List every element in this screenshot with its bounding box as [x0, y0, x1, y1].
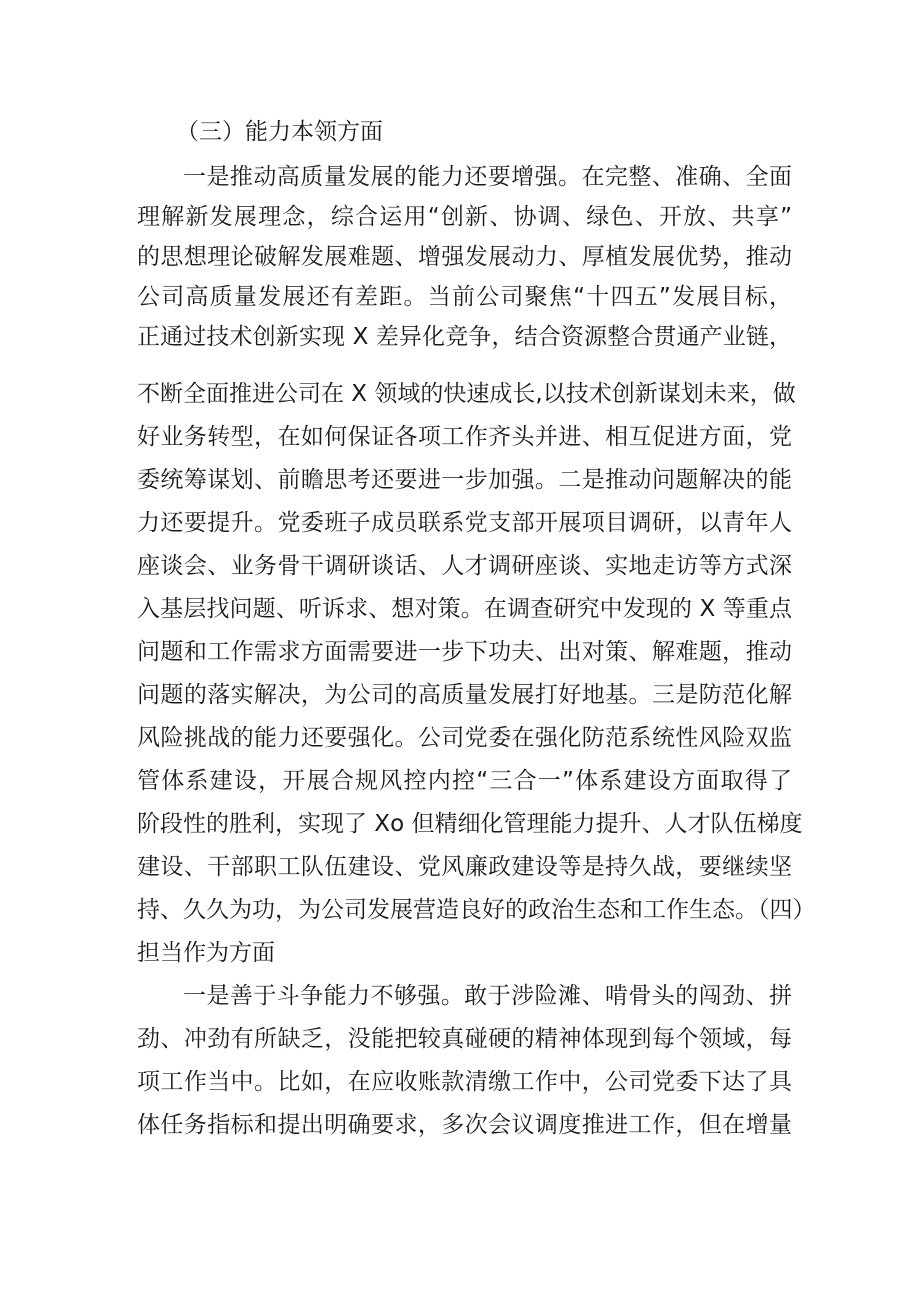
paragraph-line: 项工作当中。比如，在应收账款清缴工作中，公司党委下达了具: [137, 1069, 792, 1095]
paragraph-line: 一是善于斗争能力不够强。敢于涉险滩、啃骨头的闯劲、拼: [183, 983, 792, 1009]
paragraph-line: 的思想理论破解发展难题、增强发展动力、厚植发展优势，推动: [137, 244, 792, 270]
paragraph-line: 座谈会、业务骨干调研谈话、人才调研座谈、实地走访等方式深: [137, 553, 792, 579]
paragraph-line: 理解新发展理念，综合运用“创新、协调、绿色、开放、共享”: [137, 204, 792, 230]
section-heading-4: 担当作为方面: [137, 940, 275, 966]
paragraph-line: 一是推动高质量发展的能力还要增强。在完整、准确、全面: [183, 164, 792, 190]
paragraph-line: 不断全面推进公司在 X 领域的快速成长,以技术创新谋划未来，做: [137, 381, 796, 407]
paragraph-line: 体任务指标和提出明确要求，多次会议调度推进工作，但在增量: [137, 1112, 792, 1138]
section-heading-3: （三）能力本领方面: [176, 119, 383, 145]
paragraph-line: 风险挑战的能力还要强化。公司党委在强化防范系统性风险双监: [137, 725, 792, 751]
paragraph-line: 入基层找问题、听诉求、想对策。在调查研究中发现的 X 等重点: [137, 596, 792, 622]
paragraph-line: 阶段性的胜利，实现了 Xo 但精细化管理能力提升、人才队伍梯度: [137, 811, 803, 837]
paragraph-line: 力还要提升。党委班子成员联系党支部开展项目调研，以青年人: [137, 510, 792, 536]
paragraph-line: 好业务转型，在如何保证各项工作齐头并进、相互促进方面，党: [137, 424, 792, 450]
paragraph-line: 正通过技术创新实现 X 差异化竞争，结合资源整合贯通产业链，: [137, 324, 792, 350]
paragraph-line: 问题和工作需求方面需要进一步下功夫、出对策、解难题，推动: [137, 639, 792, 665]
paragraph-line: 问题的落实解决，为公司的高质量发展打好地基。三是防范化解: [137, 682, 792, 708]
paragraph-line: 持、久久为功，为公司发展营造良好的政治生态和工作生态。（四）: [137, 897, 816, 923]
paragraph-line: 管体系建设，开展合规风控内控“三合一”体系建设方面取得了: [137, 768, 792, 794]
paragraph-line: 委统筹谋划、前瞻思考还要进一步加强。二是推动问题解决的能: [137, 467, 792, 493]
paragraph-line: 建设、干部职工队伍建设、党风廉政建设等是持久战，要继续坚: [137, 854, 792, 880]
paragraph-line: 公司高质量发展还有差距。当前公司聚焦“十四五”发展目标，: [137, 284, 792, 310]
paragraph-line: 劲、冲劲有所缺乏，没能把较真碰硬的精神体现到每个领域，每: [137, 1026, 792, 1052]
